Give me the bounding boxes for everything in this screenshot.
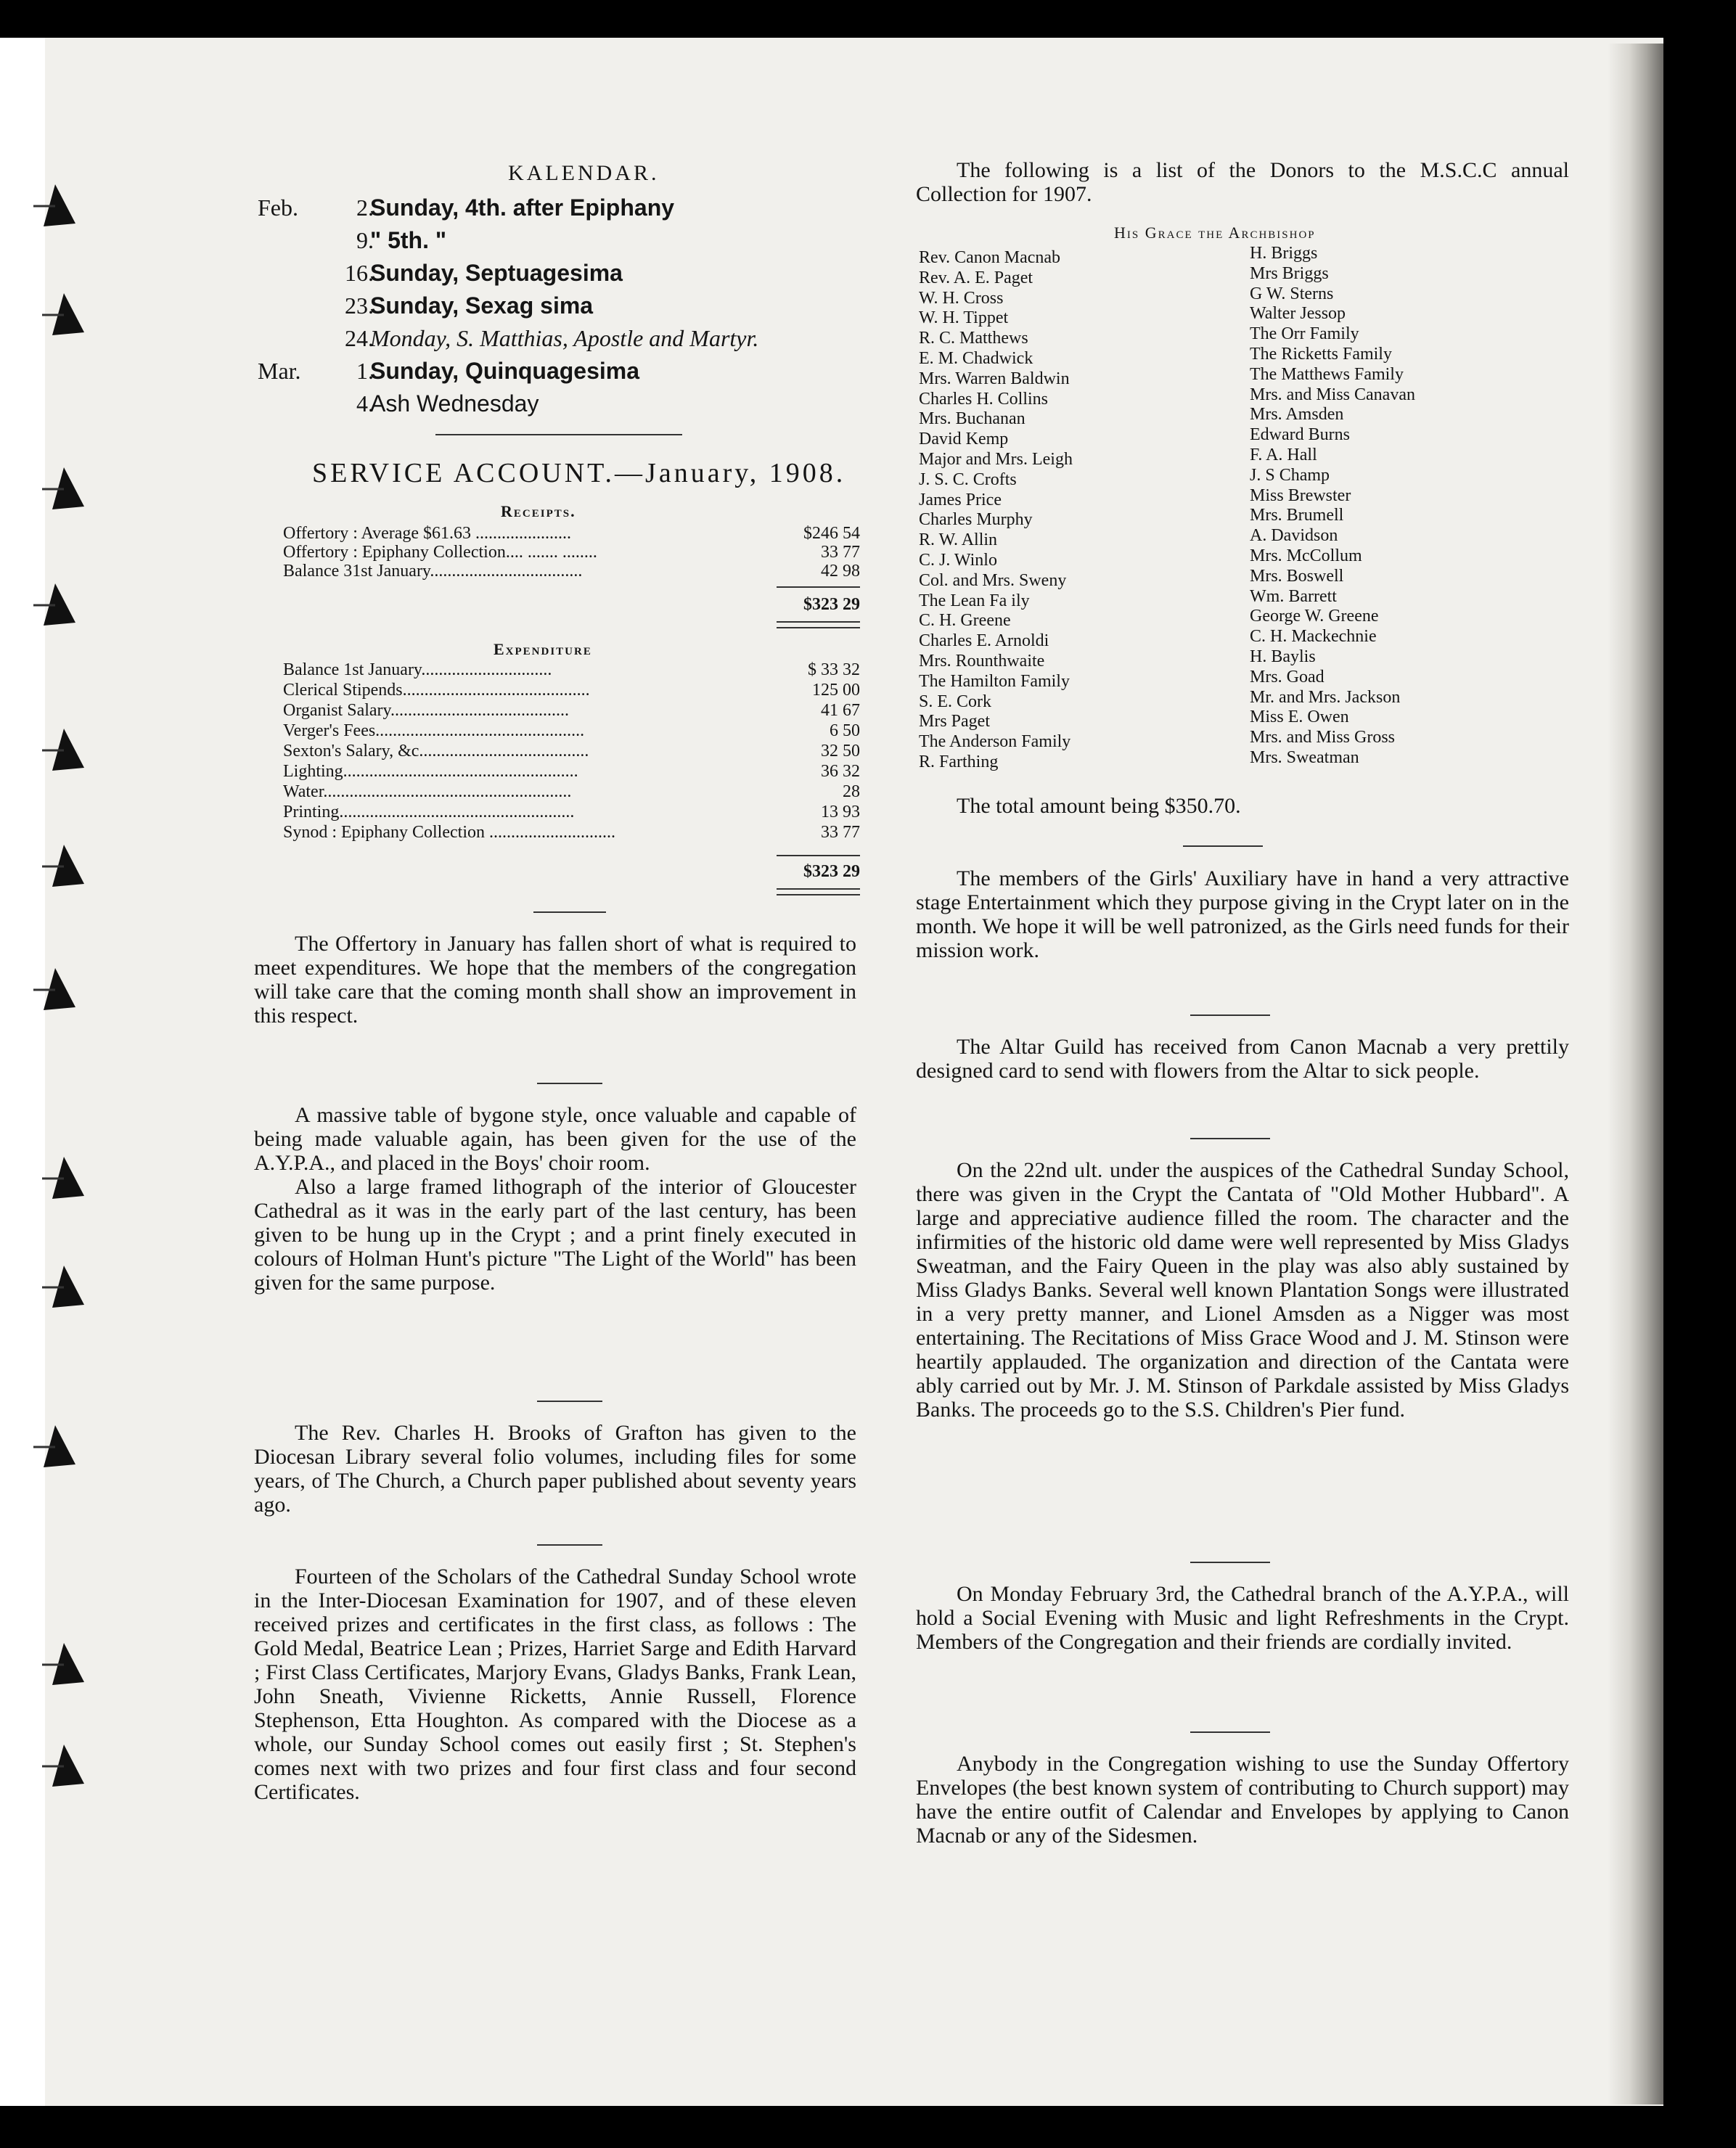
- kalendar-event: Sunday, Septuagesima: [370, 260, 623, 286]
- expenditure-total-underline: [777, 888, 860, 895]
- binding-hole-icon: [42, 1742, 100, 1792]
- account-label: Synod : Epiphany Collection .............................: [283, 823, 615, 842]
- donor-name: Miss E. Owen: [1250, 708, 1349, 727]
- binding-hole-icon: [33, 965, 91, 1016]
- account-label: Offertory : Epiphany Collection.... ....... ........: [283, 543, 597, 562]
- binding-hole-icon: [33, 1422, 91, 1473]
- account-label: Printing......................................................: [283, 803, 575, 821]
- receipts-sum-line: [777, 586, 860, 588]
- donor-name: Rev. Canon Macnab: [919, 248, 1061, 267]
- kalendar-event: Sunday, Sexag sima: [370, 292, 594, 319]
- account-amount: 33 77: [821, 543, 860, 562]
- donor-name: Mrs Briggs: [1250, 263, 1329, 283]
- left-margin: [0, 0, 45, 2148]
- divider: [537, 1544, 602, 1546]
- paragraph-text: On Monday February 3rd, the Cathedral branch of the A.Y.P.A., will hold a Social Evening with Music and light Refreshments in the Crypt. Members of the Congregation and their friends are cordially invited.: [916, 1582, 1569, 1654]
- account-amount: 13 93: [821, 803, 860, 821]
- bottom-scan-edge: [0, 2106, 1736, 2148]
- paragraph-text: On the 22nd ult. under the auspices of the Cathedral Sunday School, there was given in the Crypt the Cantata of "Old Mother Hubbard". A large and appreciative audience filled the room. The character and the infirmities of the historic old dame were well represented by Miss Gladys Sweatman, and the Fairy Queen in the play was also ably sustained by Miss Gladys Banks. Several well known Plantation Songs were illustrated in a very pretty manner, and Lionel Amsden as a Nigger was most entertaining. The Recitations of Miss Grace Wood and J. M. Stinson were heartily applauded. The organization and direction of the Cantata were ably carried out by Mr. J. M. Stinson of Parkdale assisted by Miss Gladys Banks. The proceeds go to the S.S. Children's Pier fund.: [916, 1158, 1569, 1422]
- donor-name: Mrs. Warren Baldwin: [919, 369, 1070, 388]
- binding-hole-icon: [42, 1263, 100, 1313]
- binding-hole-icon: [42, 290, 100, 341]
- paragraph-block: [916, 1035, 1569, 1083]
- kalendar-day: 24.: [345, 325, 374, 351]
- donor-name: Mrs. and Miss Canavan: [1250, 385, 1415, 404]
- donor-name: S. E. Cork: [919, 692, 992, 711]
- paragraph-text: The Altar Guild has received from Canon Macnab a very prettily designed card to send with flowers from the Altar to sick people.: [916, 1035, 1569, 1083]
- divider: [1183, 845, 1263, 847]
- account-amount: 6 50: [830, 721, 860, 740]
- kalendar-title: KALENDAR.: [508, 161, 660, 185]
- kalendar-event: Ash Wednesday: [370, 390, 539, 417]
- kalendar-day: 16.: [345, 260, 374, 286]
- receipts-total: $323 29: [803, 595, 860, 614]
- paragraph-text: The Offertory in January has fallen short of what is required to meet expenditures. We hope that the members of the congregation will take care that the coming month shall show an improvement in this respect.: [254, 932, 856, 1028]
- account-amount: 32 50: [821, 742, 860, 761]
- donor-name: Mrs. Buchanan: [919, 409, 1025, 429]
- donor-name: The Matthews Family: [1250, 364, 1404, 384]
- paragraph-block: [916, 1158, 1569, 1422]
- donor-name: H. Briggs: [1250, 244, 1318, 263]
- donor-name: Rev. A. E. Paget: [919, 268, 1033, 287]
- donor-name: Mrs. Boswell: [1250, 566, 1344, 586]
- account-amount: $ 33 32: [808, 660, 860, 679]
- donor-name: H. Baylis: [1250, 647, 1316, 666]
- binding-hole-icon: [42, 726, 100, 776]
- account-label: Organist Salary.........................................: [283, 701, 569, 720]
- kalendar-event: Monday, S. Matthias, Apostle and Martyr.: [370, 325, 759, 351]
- donor-name: George W. Greene: [1250, 607, 1379, 626]
- account-amount: $246 54: [803, 524, 860, 543]
- donor-name: Mrs. Sweatman: [1250, 748, 1359, 767]
- donor-name: Mrs Paget: [919, 712, 990, 731]
- service-account-title-text: SERVICE ACCOUNT.—January, 1908.: [312, 458, 846, 488]
- divider: [1190, 1014, 1270, 1016]
- donor-name: Mrs. Amsden: [1250, 405, 1344, 425]
- donors-head: His Grace the Archbishop: [1114, 224, 1316, 242]
- paragraph-text: Anybody in the Congregation wishing to use the Sunday Offertory Envelopes (the best known system of contributing to Church support) may have the entire outfit of Calendar and Envelopes by applying to Canon Macnab or any of the Sidesmen.: [916, 1752, 1569, 1848]
- paragraph-text: Fourteen of the Scholars of the Cathedral Sunday School wrote in the Inter-Diocesan Examination for 1907, and of these eleven received prizes and certificates in the first class, as follows : The Gold Medal, Beatrice Lean ; Prizes, Harriet Sarge and Edith Harvard ; First Class Certificates, Marjory Evans, Gladys Banks, Frank Lean, John Sneath, Vivienne Ricketts, Annie Russell, Florence Stephenson, Etta Houghton. As compared with the Diocese as a whole, our Sunday School comes out easily first ; St. Stephen's comes next with two prizes and four first class and four second Certificates.: [254, 1565, 856, 1804]
- page-fold-shadow: [1608, 44, 1663, 2104]
- donor-name: J. S Champ: [1250, 465, 1330, 485]
- kalendar-day: 4.: [356, 390, 374, 417]
- donor-name: Mrs. Goad: [1250, 667, 1324, 686]
- divider: [435, 434, 682, 435]
- top-scan-edge: [0, 0, 1736, 38]
- expenditure-sum-line: [777, 855, 860, 856]
- paragraph-text: Also a large framed lithograph of the interior of Gloucester Cathedral as it was in the early part of the last century, has been given to be hung up in the Crypt ; and a print finely executed in colours of Holman Hunt's picture "The Light of the World" has been given for the same purpose.: [254, 1175, 856, 1295]
- donor-name: Charles H. Collins: [919, 389, 1048, 409]
- divider: [533, 911, 606, 913]
- paragraph-block: [254, 1103, 856, 1295]
- account-amount: 28: [843, 782, 860, 801]
- paragraph-block: [254, 1421, 856, 1517]
- kalendar-event: " 5th. ": [370, 227, 447, 253]
- binding-hole-icon: [42, 842, 100, 893]
- donor-name: Charles Murphy: [919, 510, 1033, 530]
- account-label: Sexton's Salary, &c.......................................: [283, 742, 589, 761]
- kalendar-day: 1.: [356, 358, 374, 384]
- donor-name: The Lean Fa ily: [919, 591, 1030, 610]
- divider: [537, 1401, 602, 1402]
- account-amount: 36 32: [821, 762, 860, 781]
- divider: [1190, 1138, 1270, 1139]
- service-account-title: [312, 457, 846, 489]
- expenditure-heading: Expenditure: [494, 640, 592, 658]
- account-label: Water.........................................................: [283, 782, 572, 801]
- binding-hole-icon: [42, 464, 100, 515]
- donor-name: Mrs. and Miss Gross: [1250, 728, 1396, 747]
- receipts-heading: Receipts.: [501, 502, 576, 520]
- paragraph-text: A massive table of bygone style, once valuable and capable of being made valuable again, has been given for the use of the A.Y.P.A., and placed in the Boys' choir room.: [254, 1103, 856, 1175]
- donor-name: W. H. Tippet: [919, 308, 1009, 328]
- donor-name: The Hamilton Family: [919, 671, 1070, 691]
- paragraph-block: [916, 866, 1569, 962]
- kalendar-day: 9.: [356, 227, 374, 253]
- divider: [1190, 1731, 1270, 1733]
- account-label: Lighting......................................................: [283, 762, 578, 781]
- binding-hole-icon: [42, 1640, 100, 1691]
- donor-name: Edward Burns: [1250, 425, 1350, 445]
- expenditure-total: $323 29: [803, 862, 860, 881]
- donor-name: J. S. C. Crofts: [919, 470, 1017, 489]
- paragraph-block: [916, 1752, 1569, 1848]
- donors-intro: [916, 158, 1569, 206]
- paragraph-block: [254, 1565, 856, 1804]
- donor-name: Mrs. Rounthwaite: [919, 652, 1045, 671]
- donor-name: C. H. Mackechnie: [1250, 627, 1377, 647]
- donor-name: Mr. and Mrs. Jackson: [1250, 687, 1401, 707]
- donor-name: James Price: [919, 490, 1002, 509]
- donor-name: R. Farthing: [919, 753, 999, 771]
- donor-name: R. W. Allin: [919, 530, 998, 550]
- binding-hole-icon: [33, 581, 91, 631]
- kalendar-month: Feb.: [258, 194, 298, 221]
- divider: [537, 1083, 602, 1084]
- kalendar-day: 23.: [345, 292, 374, 319]
- donor-name: The Anderson Family: [919, 732, 1071, 752]
- account-label: Verger's Fees................................................: [283, 721, 585, 740]
- paragraph-text: The members of the Girls' Auxiliary have in hand a very attractive stage Entertainment which they purpose giving in the Crypt later on in the month. We hope it will be well patronized, as the Girls need funds for their mission work.: [916, 866, 1569, 962]
- donor-name: Walter Jessop: [1250, 304, 1346, 324]
- account-amount: 41 67: [821, 701, 860, 720]
- donor-name: Miss Brewster: [1250, 485, 1351, 505]
- account-label: Offertory : Average $61.63 ......................: [283, 524, 572, 543]
- donor-name: C. H. Greene: [919, 611, 1011, 631]
- donor-name: Mrs. McCollum: [1250, 546, 1362, 565]
- donors-total: [916, 794, 1569, 818]
- donor-name: W. H. Cross: [919, 288, 1004, 308]
- donor-name: Col. and Mrs. Sweny: [919, 570, 1067, 590]
- donor-name: David Kemp: [919, 430, 1009, 449]
- account-label: Balance 31st January...................................: [283, 562, 583, 581]
- donor-name: E. M. Chadwick: [919, 349, 1033, 368]
- paragraph-block: [916, 1582, 1569, 1654]
- donor-name: A. Davidson: [1250, 526, 1338, 546]
- donor-name: Major and Mrs. Leigh: [919, 450, 1073, 469]
- donor-name: The Orr Family: [1250, 324, 1359, 344]
- paragraph-text: The Rev. Charles H. Brooks of Grafton has given to the Diocesan Library several folio volumes, including files for some years, of The Church, a Church paper published about seventy years ago.: [254, 1421, 856, 1517]
- kalendar-event: Sunday, Quinquagesima: [370, 358, 640, 384]
- donor-name: C. J. Winlo: [919, 551, 997, 570]
- donor-name: F. A. Hall: [1250, 446, 1317, 464]
- donor-name: G W. Sterns: [1250, 284, 1334, 303]
- paragraph-block: [254, 932, 856, 1028]
- account-amount: 33 77: [821, 823, 860, 842]
- donor-name: The Ricketts Family: [1250, 345, 1392, 364]
- donors-intro-text: The following is a list of the Donors to the M.S.C.C annual Collection for 1907.: [916, 158, 1569, 206]
- kalendar-day: 2.: [356, 194, 374, 221]
- account-amount: 42 98: [821, 562, 860, 581]
- donor-name: R. C. Matthews: [919, 329, 1028, 348]
- binding-hole-icon: [42, 1154, 100, 1205]
- donor-name: Charles E. Arnoldi: [919, 631, 1049, 651]
- account-amount: 125 00: [812, 681, 860, 700]
- receipts-total-underline: [777, 621, 860, 628]
- binding-hole-icon: [33, 181, 91, 232]
- account-label: Clerical Stipends...........................................: [283, 681, 590, 700]
- donor-name: Mrs. Brumell: [1250, 506, 1344, 525]
- kalendar-event: Sunday, 4th. after Epiphany: [370, 194, 675, 221]
- kalendar-month: Mar.: [258, 358, 301, 384]
- donors-total-text: The total amount being $350.70.: [957, 794, 1241, 818]
- donor-name: Wm. Barrett: [1250, 586, 1337, 606]
- right-scan-edge: [1663, 22, 1736, 2126]
- divider: [1190, 1562, 1270, 1563]
- account-label: Balance 1st January..............................: [283, 660, 552, 679]
